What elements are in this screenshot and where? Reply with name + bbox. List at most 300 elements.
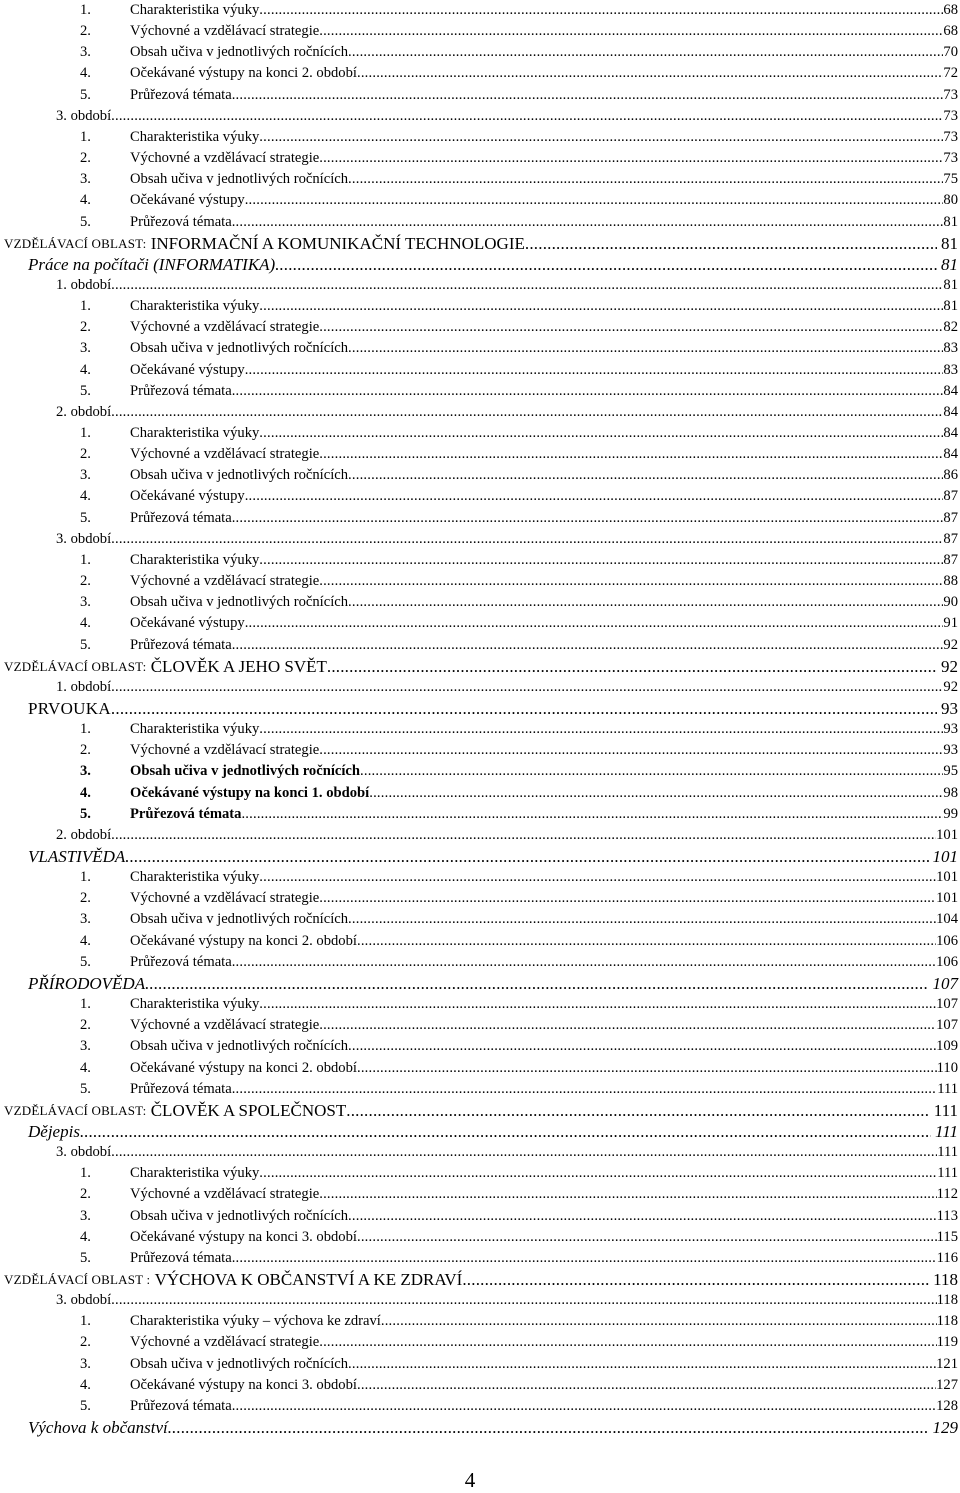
toc-entry[interactable]: [80, 338, 958, 359]
toc-entry-title: Obsah učiva v jednotlivých ročnících: [130, 44, 349, 61]
toc-entry-number: 5.: [80, 1397, 91, 1414]
toc-entry-title: INFORMAČNÍ A KOMUNIKAČNÍ TECHNOLOGIE: [150, 233, 525, 253]
toc-leader-dots: [348, 465, 943, 486]
toc-entry-number: 5.: [80, 86, 91, 103]
toc-page-number: 109: [936, 1038, 958, 1055]
toc-entry-title: ČLOVĚK A JEHO SVĚT: [150, 656, 327, 676]
toc-entry-title: Očekávané výstupy na konci 3. období: [130, 1376, 357, 1393]
toc-area-prefix: VZDĚLÁVACÍ OBLAST:: [4, 658, 147, 674]
toc-entry-label: [80, 1354, 348, 1375]
toc-entry-label: [80, 169, 348, 190]
toc-entry-number: 5.: [80, 1080, 91, 1097]
toc-leader-dots: [111, 698, 937, 719]
toc-entry-number: 5.: [80, 382, 91, 399]
toc-entry-title: Charakteristika výuky: [130, 2, 260, 18]
toc-leader-dots: [111, 825, 936, 846]
toc-entry-title: VÝCHOVA K OBČANSTVÍ A KE ZDRAVÍ: [154, 1270, 463, 1289]
toc-leader-dots: [360, 761, 943, 782]
toc-entry-label: [80, 1206, 348, 1227]
toc-entry-title: Obsah učiva v jednotlivých ročnících: [130, 340, 349, 357]
toc-page-number: 73: [943, 128, 958, 145]
toc-entry-title: Průřezová témata: [130, 1080, 232, 1097]
toc-entry[interactable]: [80, 465, 958, 486]
toc-leader-dots: [111, 106, 943, 127]
toc-entry-title: ČLOVĚK A SPOLEČNOST: [150, 1100, 347, 1120]
toc-entry-title: Výchovné a vzdělávací strategie: [130, 23, 320, 40]
toc-entry[interactable]: [80, 592, 958, 613]
toc-page-number: 98: [943, 784, 958, 801]
toc-leader-dots: [319, 444, 943, 465]
toc-entry-label: [28, 698, 111, 719]
toc-leader-dots: [357, 1375, 936, 1396]
toc-entry[interactable]: [28, 254, 958, 275]
toc-entry-title: 3. období: [56, 530, 112, 547]
toc-entry-label: [56, 275, 111, 296]
toc-entry[interactable]: [80, 190, 958, 211]
toc-entry-label: [80, 212, 232, 233]
toc-leader-dots: [357, 1227, 937, 1248]
toc-entry-number: 2.: [80, 23, 91, 40]
toc-page-number: 111: [937, 1144, 958, 1161]
toc-leader-dots: [232, 952, 936, 973]
toc-page-number: 81: [943, 213, 958, 230]
toc-entry-number: 1.: [80, 996, 91, 1013]
toc-entry-label: [80, 740, 319, 761]
toc-entry-number: 4.: [80, 361, 91, 378]
toc-page-number: 118: [936, 1313, 958, 1330]
toc-entry-title: Očekávané výstupy na konci 2. období: [130, 1059, 357, 1076]
toc-entry-label: [80, 909, 348, 930]
toc-page-number: 93: [943, 721, 958, 738]
toc-leader-dots: [168, 1417, 929, 1438]
toc-entry-number: 3.: [80, 171, 91, 188]
toc-entry-number: 3.: [80, 44, 91, 61]
toc-entry-number: 2.: [80, 1186, 91, 1203]
toc-entry-label: [80, 1184, 319, 1205]
toc-page-number: 93: [943, 742, 958, 759]
toc-entry-title: Očekávané výstupy na konci 3. období: [130, 1228, 357, 1245]
toc-entry[interactable]: [80, 719, 958, 740]
toc-entry-label: [80, 381, 232, 402]
toc-entry-title: Obsah učiva v jednotlivých ročnících: [130, 594, 349, 611]
toc-page-number: 115: [936, 1228, 958, 1245]
toc-entry[interactable]: [80, 613, 958, 634]
toc-entry-number: 4.: [80, 1059, 91, 1076]
toc-page-number: 112: [936, 1186, 958, 1203]
toc-entry-number: 2.: [80, 890, 91, 907]
toc-entry[interactable]: [80, 63, 958, 84]
toc-entry[interactable]: [4, 1100, 958, 1121]
toc-entry[interactable]: [80, 761, 958, 782]
toc-entry[interactable]: [28, 698, 958, 719]
toc-page-number: 84: [943, 446, 958, 463]
toc-entry-label: [4, 656, 327, 677]
toc-entry-label: [4, 233, 525, 254]
toc-entry[interactable]: [80, 1036, 958, 1057]
toc-entry-label: [80, 592, 348, 613]
toc-leader-dots: [259, 550, 943, 571]
toc-entry-label: [80, 486, 245, 507]
toc-entry-number: 1.: [80, 721, 91, 738]
toc-entry[interactable]: [80, 1079, 958, 1100]
toc-page-number: 101: [936, 826, 958, 843]
toc-entry-number: 1.: [80, 2, 91, 18]
toc-entry-label: [80, 148, 319, 169]
toc-entry[interactable]: [80, 550, 958, 571]
toc-entry-number: 3.: [80, 594, 91, 611]
toc-entry[interactable]: [56, 1142, 958, 1163]
toc-leader-dots: [319, 1332, 936, 1353]
toc-leader-dots: [319, 317, 943, 338]
toc-entry-title: Obsah učiva v jednotlivých ročnících: [130, 911, 349, 928]
toc-entry-title: Dějepis: [28, 1121, 80, 1141]
toc-entry-title: Obsah učiva v jednotlivých ročnících: [130, 171, 349, 188]
toc-entry[interactable]: [80, 169, 958, 190]
toc-entry-label: [80, 550, 259, 571]
toc-entry-title: 3. období: [56, 107, 112, 124]
toc-entry-label: [56, 1142, 111, 1163]
toc-leader-dots: [319, 888, 936, 909]
toc-entry-label: [80, 783, 369, 804]
toc-leader-dots: [232, 1248, 937, 1269]
toc-leader-dots: [346, 1100, 930, 1121]
toc-entry-number: 1.: [80, 128, 91, 145]
toc-page-number: 68: [943, 23, 958, 40]
toc-entry-label: [80, 1311, 381, 1332]
toc-page-number: 72: [943, 65, 958, 82]
toc-leader-dots: [348, 338, 943, 359]
toc-entry-title: Charakteristika výuky: [130, 721, 260, 738]
toc-leader-dots: [319, 1015, 936, 1036]
toc-entry-number: 4.: [80, 192, 91, 209]
toc-entry[interactable]: [80, 1227, 958, 1248]
toc-entry-number: 4.: [80, 932, 91, 949]
toc-entry-number: 1.: [80, 1165, 91, 1182]
toc-entry[interactable]: [80, 42, 958, 63]
toc-entry-label: [28, 254, 275, 275]
toc-entry-number: 3.: [80, 1207, 91, 1224]
toc-leader-dots: [259, 423, 943, 444]
toc-entry-label: [80, 1332, 319, 1353]
toc-area-prefix: VZDĚLÁVACÍ OBLAST:: [4, 235, 147, 251]
toc-entry[interactable]: [80, 1058, 958, 1079]
toc-page-number: 101: [932, 847, 958, 866]
toc-entry[interactable]: [28, 846, 958, 867]
toc-entry[interactable]: [80, 783, 958, 804]
toc-page-number: 121: [936, 1355, 958, 1372]
toc-entry-title: Průřezová témata: [130, 805, 242, 822]
toc-entry-title: Obsah učiva v jednotlivých ročnících: [130, 467, 349, 484]
toc-entry-number: 5.: [80, 213, 91, 230]
toc-entry-title: Výchovné a vzdělávací strategie: [130, 1334, 320, 1351]
toc-entry-label: [56, 529, 111, 550]
toc-page-number: 82: [943, 319, 958, 336]
toc-entry[interactable]: [28, 1417, 958, 1438]
toc-leader-dots: [245, 360, 944, 381]
toc-leader-dots: [232, 635, 944, 656]
toc-entry[interactable]: [80, 1248, 958, 1269]
toc-entry-title: Charakteristika výuky – výchova ke zdraví: [130, 1313, 381, 1330]
toc-page-number: 80: [943, 192, 958, 209]
toc-entry-title: Obsah učiva v jednotlivých ročnících: [130, 1355, 349, 1372]
toc-leader-dots: [319, 1184, 936, 1205]
toc-entry[interactable]: [80, 148, 958, 169]
toc-page-number: 81: [941, 233, 958, 253]
toc-entry-title: Výchova k občanství: [28, 1418, 168, 1438]
toc-entry[interactable]: [80, 867, 958, 888]
toc-entry-title: Obsah učiva v jednotlivých ročnících: [130, 1038, 349, 1055]
toc-entry-title: Očekávané výstupy na konci 2. období: [130, 932, 357, 949]
toc-entry-number: 4.: [80, 65, 91, 82]
toc-entry-title: Obsah učiva v jednotlivých ročnících: [130, 763, 361, 780]
toc-entry[interactable]: [80, 740, 958, 761]
toc-entry[interactable]: [56, 106, 958, 127]
toc-leader-dots: [319, 148, 943, 169]
toc-leader-dots: [259, 867, 936, 888]
toc-entry[interactable]: [80, 486, 958, 507]
toc-entry-number: 1.: [80, 1313, 91, 1330]
toc-entry-label: [80, 423, 259, 444]
toc-page-number: 107: [936, 1017, 958, 1034]
toc-entry[interactable]: [80, 1311, 958, 1332]
toc-entry-title: Průřezová témata: [130, 213, 232, 230]
toc-page-number: 107: [936, 996, 958, 1013]
toc-entry-title: Průřezová témata: [130, 1397, 232, 1414]
toc-page-number: 87: [943, 509, 958, 526]
toc-entry-number: 5.: [80, 953, 91, 970]
toc-entry[interactable]: [80, 931, 958, 952]
toc-leader-dots: [348, 1206, 937, 1227]
toc-leader-dots: [259, 994, 936, 1015]
toc-page-number: 93: [941, 698, 958, 718]
toc-entry-number: 2.: [80, 1334, 91, 1351]
toc-entry[interactable]: [80, 952, 958, 973]
toc-entry-number: 4.: [80, 488, 91, 505]
toc-entry-title: Charakteristika výuky: [130, 551, 260, 568]
toc-entry[interactable]: [80, 21, 958, 42]
toc-entry-number: 2.: [80, 573, 91, 590]
toc-leader-dots: [111, 1290, 937, 1311]
toc-entry-label: [80, 1248, 232, 1269]
toc-page-number: 101: [936, 890, 958, 907]
toc-entry-label: [56, 402, 111, 423]
toc-entry-title: Průřezová témata: [130, 636, 232, 653]
toc-entry[interactable]: [80, 296, 958, 317]
toc-leader-dots: [348, 169, 943, 190]
toc-page-number: 113: [936, 1207, 958, 1224]
toc-entry[interactable]: [80, 635, 958, 656]
toc-entry[interactable]: [56, 1290, 958, 1311]
toc-entry[interactable]: [56, 275, 958, 296]
toc-entry-title: Očekávané výstupy na konci 1. období: [130, 784, 370, 801]
toc-page-number: 128: [936, 1397, 958, 1414]
toc-page-number: 99: [943, 805, 958, 822]
toc-entry[interactable]: [80, 1396, 958, 1417]
toc-leader-dots: [232, 212, 944, 233]
toc-entry-title: 3. období: [56, 1144, 112, 1161]
toc-page-number: 127: [936, 1376, 958, 1393]
toc-entry[interactable]: [56, 529, 958, 550]
toc-entry-label: [80, 804, 241, 825]
toc-page-number: 101: [936, 869, 958, 886]
toc-entry-number: 1.: [80, 425, 91, 441]
toc-page-number: 73: [943, 86, 958, 103]
toc-entry[interactable]: [80, 804, 958, 825]
toc-page-number: 129: [932, 1418, 958, 1438]
toc-entry-number: 5.: [80, 1249, 91, 1266]
toc-leader-dots: [348, 592, 943, 613]
toc-page-number: 95: [943, 763, 958, 780]
toc-leader-dots: [232, 1396, 936, 1417]
toc-entry[interactable]: [28, 1121, 958, 1142]
toc-page-number: 116: [936, 1249, 958, 1266]
toc-entry-title: Očekávané výstupy: [130, 488, 245, 505]
toc-leader-dots: [145, 973, 928, 994]
toc-entry[interactable]: [4, 1269, 958, 1290]
toc-entry[interactable]: [56, 825, 958, 846]
toc-entry-label: [80, 21, 319, 42]
toc-entry-number: 4.: [80, 1376, 91, 1393]
toc-leader-dots: [111, 529, 943, 550]
toc-entry[interactable]: [80, 1332, 958, 1353]
toc-entry[interactable]: [80, 423, 958, 444]
toc-leader-dots: [319, 740, 943, 761]
toc-leader-dots: [232, 1079, 937, 1100]
toc-entry-label: [28, 973, 145, 994]
toc-entry[interactable]: [80, 127, 958, 148]
toc-entry-label: [80, 63, 357, 84]
toc-entry-label: [80, 1058, 357, 1079]
toc-leader-dots: [357, 63, 943, 84]
toc-entry-title: 1. období: [56, 678, 112, 695]
toc-entry[interactable]: [28, 973, 958, 994]
toc-page-number: 84: [943, 403, 958, 420]
toc-page-number: 81: [941, 254, 958, 274]
toc-leader-dots: [381, 1311, 937, 1332]
toc-page-number: 111: [937, 1165, 958, 1182]
toc-entry-label: [80, 1036, 348, 1057]
toc-page-number: 73: [943, 150, 958, 167]
toc-entry-label: [80, 317, 319, 338]
toc-entry[interactable]: [80, 888, 958, 909]
toc-leader-dots: [348, 1354, 936, 1375]
toc-page-number: 75: [943, 171, 958, 188]
toc-entry[interactable]: [80, 85, 958, 106]
toc-leader-dots: [348, 1036, 936, 1057]
toc-entry[interactable]: [80, 909, 958, 930]
toc-entry-number: 3.: [80, 1355, 91, 1372]
toc-entry[interactable]: [80, 1015, 958, 1036]
toc-entry[interactable]: [80, 1375, 958, 1396]
toc-entry[interactable]: [56, 402, 958, 423]
toc-area-prefix: VZDĚLÁVACÍ OBLAST :: [4, 1272, 151, 1287]
toc-entry-number: 3.: [80, 1038, 91, 1055]
toc-entry-title: 3. období: [56, 1292, 112, 1309]
toc-leader-dots: [232, 85, 944, 106]
toc-leader-dots: [319, 571, 943, 592]
toc-entry-title: PŘÍRODOVĚDA: [28, 973, 146, 993]
toc-entry[interactable]: [80, 0, 958, 21]
toc-entry[interactable]: [4, 233, 958, 254]
toc-entry-title: Výchovné a vzdělávací strategie: [130, 742, 320, 759]
toc-entry[interactable]: [80, 994, 958, 1015]
toc-entry-label: [80, 571, 319, 592]
toc-entry[interactable]: [80, 317, 958, 338]
toc-leader-dots: [80, 1121, 931, 1142]
toc-entry-number: 2.: [80, 150, 91, 167]
toc-page-number: 88: [943, 573, 958, 590]
toc-entry-label: [28, 1121, 80, 1142]
toc-entry-number: 4.: [80, 615, 91, 632]
toc-entry-title: Charakteristika výuky: [130, 425, 260, 441]
toc-entry-label: [80, 444, 319, 465]
toc-entry-title: Práce na počítači (INFORMATIKA): [28, 254, 276, 274]
toc-entry-title: Výchovné a vzdělávací strategie: [130, 446, 320, 463]
toc-entry-label: [4, 1100, 346, 1121]
toc-entry-number: 3.: [80, 911, 91, 928]
toc-entry-title: Charakteristika výuky: [130, 298, 260, 315]
toc-page-number: 110: [936, 1059, 958, 1076]
toc-entry[interactable]: [80, 360, 958, 381]
toc-leader-dots: [348, 42, 943, 63]
toc-entry[interactable]: [80, 1354, 958, 1375]
toc-entry[interactable]: [80, 1206, 958, 1227]
toc-page-number: 111: [937, 1080, 958, 1097]
toc-entry-label: [4, 1269, 462, 1290]
toc-page-number: 87: [943, 488, 958, 505]
toc-area-prefix: VZDĚLÁVACÍ OBLAST:: [4, 1102, 147, 1118]
toc-leader-dots: [348, 909, 936, 930]
toc-page-number: 92: [943, 678, 958, 695]
toc-leader-dots: [525, 233, 937, 254]
toc-entry-label: [80, 1015, 319, 1036]
toc-entry-label: [56, 1290, 111, 1311]
toc-entry-label: [80, 1227, 357, 1248]
toc-entry-title: VLASTIVĚDA: [28, 847, 126, 866]
toc-page-number: 84: [943, 425, 958, 441]
toc-entry[interactable]: [80, 508, 958, 529]
toc-leader-dots: [369, 783, 943, 804]
toc-page-number: 118: [936, 1292, 958, 1309]
toc-entry-title: Výchovné a vzdělávací strategie: [130, 1017, 320, 1034]
toc-entry[interactable]: [56, 677, 958, 698]
toc-entry-title: Průřezová témata: [130, 382, 232, 399]
toc-page-number: 90: [943, 594, 958, 611]
toc-leader-dots: [357, 931, 936, 952]
toc-entry-label: [28, 1417, 168, 1438]
toc-page-number: 83: [943, 340, 958, 357]
toc-entry-number: 4.: [80, 784, 91, 801]
toc-entry[interactable]: [4, 656, 958, 677]
toc-entry-label: [80, 952, 232, 973]
toc-leader-dots: [357, 1058, 937, 1079]
toc-leader-dots: [319, 21, 943, 42]
toc-entry-title: Charakteristika výuky: [130, 869, 260, 886]
toc-entry[interactable]: [80, 381, 958, 402]
toc-entry[interactable]: [80, 1184, 958, 1205]
toc-entry-number: 3.: [80, 340, 91, 357]
toc-leader-dots: [259, 127, 943, 148]
toc-entry[interactable]: [80, 1163, 958, 1184]
toc-entry-label: [80, 296, 259, 317]
toc-entry-label: [80, 338, 348, 359]
toc-entry[interactable]: [80, 571, 958, 592]
toc-entry[interactable]: [80, 212, 958, 233]
toc-entry-title: PRVOUKA: [28, 698, 111, 718]
toc-entry-number: 2.: [80, 1017, 91, 1034]
toc-entry-number: 2.: [80, 319, 91, 336]
toc-entry[interactable]: [80, 444, 958, 465]
